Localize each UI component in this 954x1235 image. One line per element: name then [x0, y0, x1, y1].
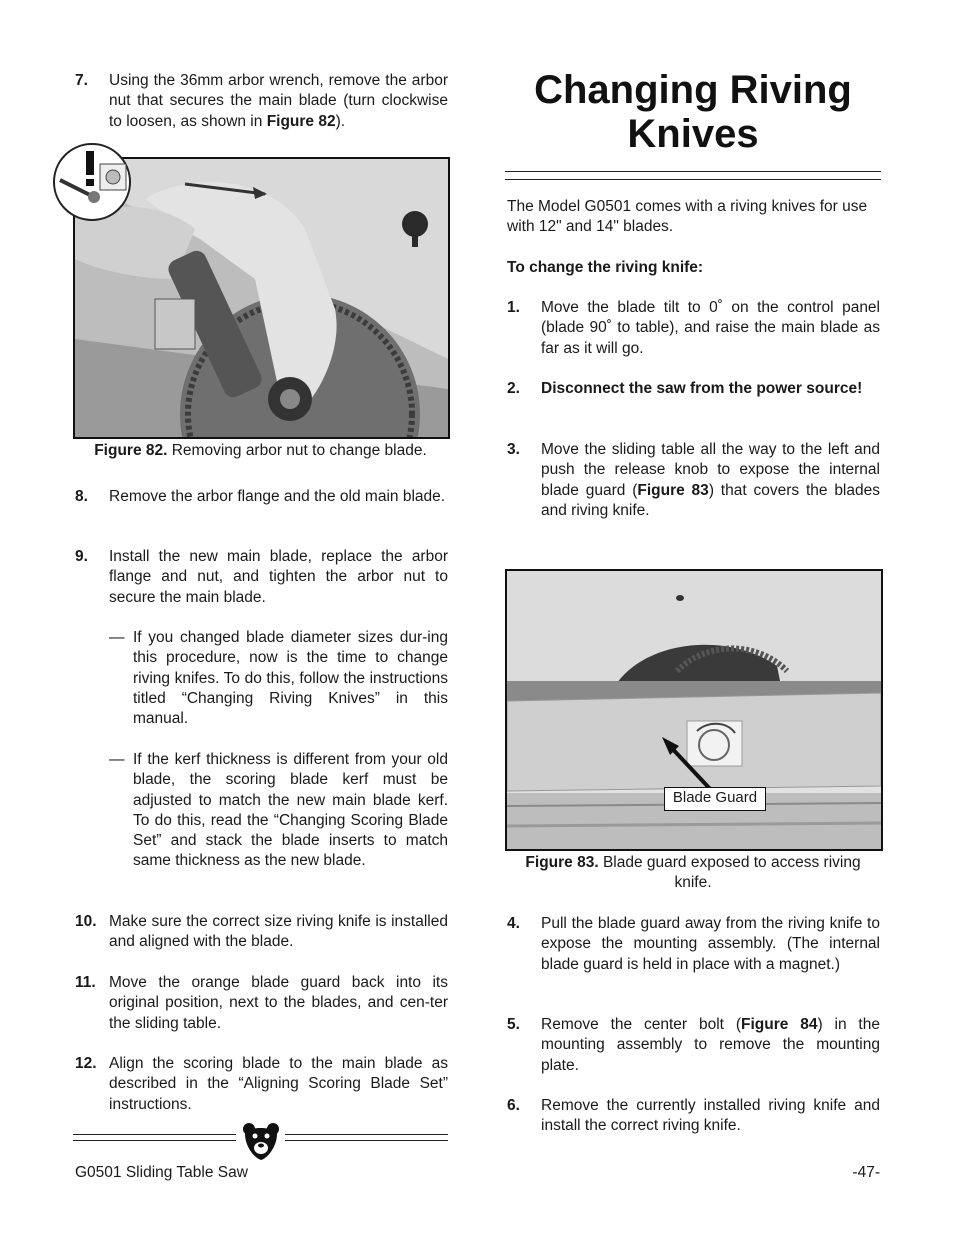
step-number: 12. — [75, 1055, 97, 1072]
dash: — — [109, 629, 125, 646]
blade-guard-callout: Blade Guard — [664, 787, 766, 811]
footer-manual-title: G0501 Sliding Table Saw — [75, 1164, 248, 1181]
note-kerf-thickness — [109, 750, 448, 872]
step-text: Pull the blade guard away from the riving knife to expose the mounting assembly. (The internal blade guard is held in place with a magnet.) — [541, 915, 880, 973]
dash: — — [109, 751, 125, 768]
step-1 — [507, 298, 880, 359]
footer-rule-right-top — [285, 1134, 448, 1135]
title-rule-top — [505, 171, 881, 172]
procedure-subheading: To change the riving knife: — [507, 259, 704, 276]
bear-logo-icon — [240, 1120, 282, 1162]
step-6 — [507, 1096, 880, 1137]
step-number: 1. — [507, 299, 520, 316]
step-9 — [75, 547, 448, 608]
step-number: 8. — [75, 488, 88, 505]
page-title: Changing Riving Knives — [534, 68, 852, 156]
step-11 — [75, 973, 448, 1034]
step-text: Align the scoring blade to the main blade as described in the “Aligning Scoring Blade Set” instructions. — [109, 1055, 448, 1113]
step-5 — [507, 1015, 880, 1076]
step-text: Move the blade tilt to 0˚ on the control panel (blade 90˚ to table), and raise the main blade as far as it will go. — [541, 299, 880, 357]
figure-ref: Figure 82 — [266, 112, 336, 130]
step-number: 7. — [75, 72, 88, 89]
step-number: 11. — [75, 974, 96, 991]
figure-label: Figure 83. — [525, 854, 599, 871]
step-text: Remove the center bolt (Figure 84) in the mounting assembly to remove the mounting plate. — [541, 1016, 880, 1074]
step-3 — [507, 440, 880, 521]
warning-badge-icon — [52, 142, 132, 222]
step-2 — [507, 379, 880, 399]
intro-paragraph: The Model G0501 comes with a riving knives for use with 12" and 14" blades. — [507, 198, 868, 236]
step-number: 2. — [507, 380, 520, 397]
figure-ref: Figure 84 — [740, 1016, 818, 1033]
step-text: Remove the arbor flange and the old main blade. — [109, 488, 446, 505]
step-text: Remove the currently installed riving knife and install the correct riving knife. — [541, 1097, 880, 1135]
figure-ref: Figure 83 — [637, 481, 709, 499]
step-number: 10. — [75, 913, 97, 930]
figure-caption-text: Blade guard exposed to access riving knife. — [598, 854, 861, 892]
title-rule-bottom — [505, 179, 881, 180]
step-text: Install the new main blade, replace the arbor flange and nut, and tighten the arbor nut to secure the main blade. — [109, 548, 448, 606]
step-7 — [75, 71, 448, 132]
step-text: Move the sliding table all the way to the left and push the release knob to expose the internal blade guard (Figure 83) that covers the blades and riving knife. — [541, 441, 880, 519]
figure-label: Figure 82. — [94, 442, 168, 459]
step-number: 6. — [507, 1097, 520, 1114]
step-number: 9. — [75, 548, 88, 565]
step-text: Using the 36mm arbor wrench, remove the arbor nut that secures the main blade (turn clockwise to loosen, as shown in Figure 82). — [109, 72, 448, 130]
note-text: If you changed blade diameter sizes dur-ing this procedure, now is the time to change riving knifes. To do this, follow the instructions titled “Changing Riving Knives” in this manual. — [133, 629, 448, 728]
step-text: Make sure the correct size riving knife is installed and aligned with the blade. — [109, 913, 448, 951]
step-10 — [75, 912, 448, 953]
step-text: Move the orange blade guard back into its original position, next to the blades, and cen-ter the sliding table. — [109, 974, 448, 1032]
step-number: 5. — [507, 1016, 520, 1033]
figure-82-caption — [73, 441, 448, 461]
note-blade-diameter — [109, 628, 448, 729]
step-number: 4. — [507, 915, 520, 932]
step-text: Disconnect the saw from the power source! — [541, 380, 863, 397]
footer-rule-right-bottom — [285, 1140, 448, 1141]
step-12 — [75, 1054, 448, 1115]
figure-caption-text: Removing arbor nut to change blade. — [167, 442, 427, 459]
step-4 — [507, 914, 880, 975]
footer-rule-left-top — [73, 1134, 236, 1135]
figure-83-caption — [525, 853, 861, 894]
footer-page-number: -47- — [852, 1164, 880, 1181]
note-text: If the kerf thickness is different from your old blade, the scoring blade kerf must be adjusted to match the new main blade kerf. To do this, read the “Changing Scoring Blade Set” and stack the blade inserts to match same thickness as the new blade. — [133, 751, 448, 870]
footer-rule-left-bottom — [73, 1140, 236, 1141]
step-number: 3. — [507, 441, 520, 458]
step-8 — [75, 487, 448, 507]
